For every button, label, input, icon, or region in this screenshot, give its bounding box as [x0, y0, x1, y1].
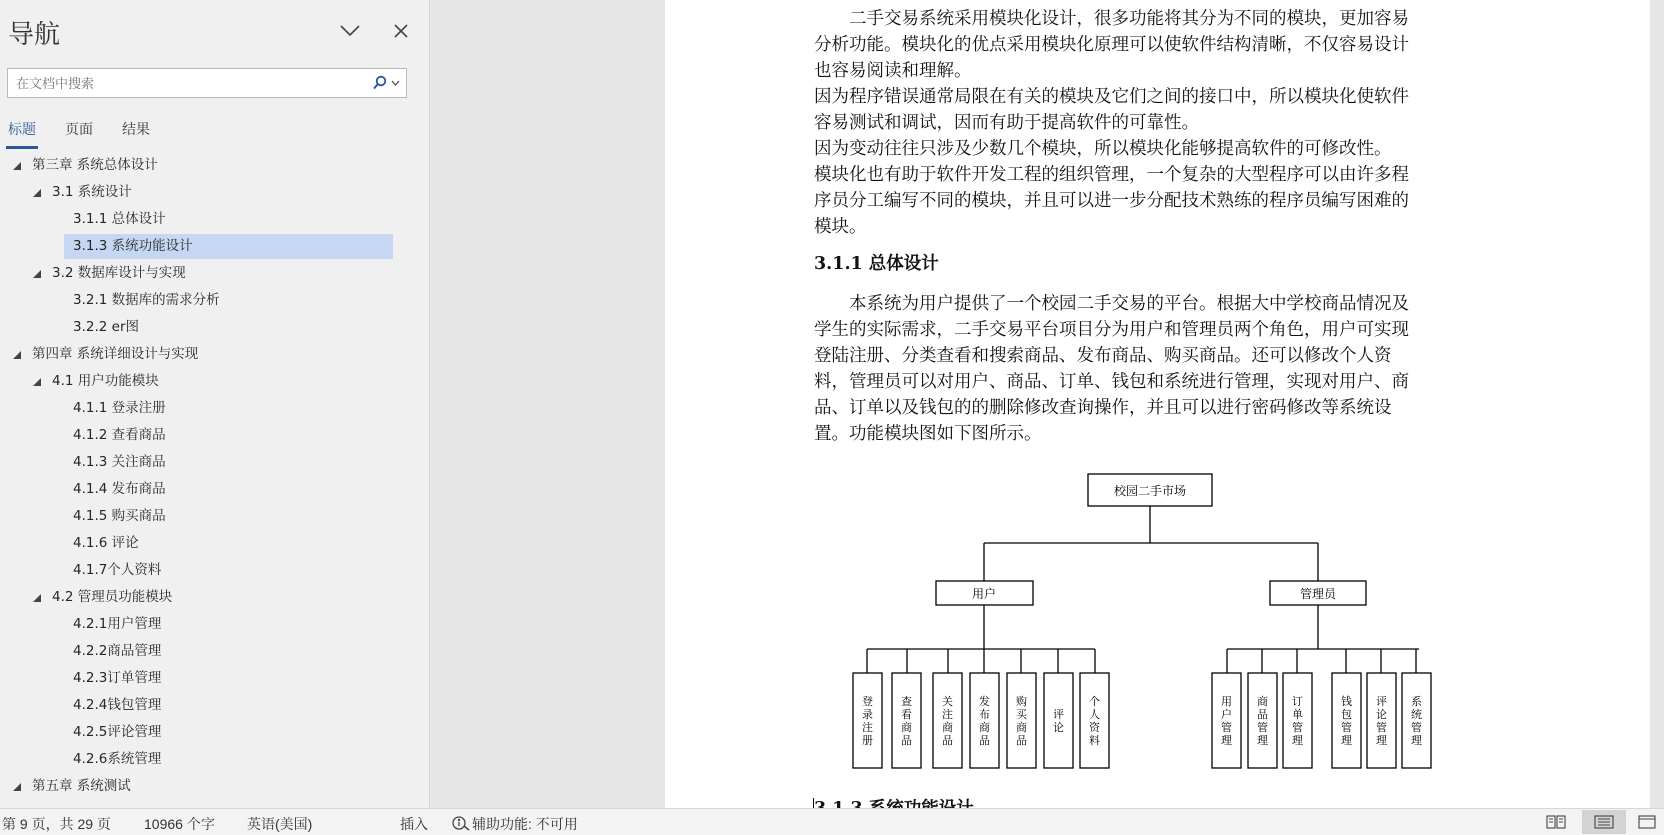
- nav-heading-label: 3.2.1 数据库的需求分析: [73, 292, 220, 308]
- diagram-module-label: 发布商品: [979, 695, 990, 747]
- print-layout-button[interactable]: [1582, 810, 1626, 834]
- nav-heading-label: 4.1.3 关注商品: [73, 454, 166, 470]
- document-page[interactable]: [665, 0, 1650, 808]
- diagram-module-label: 关注商品: [942, 695, 953, 747]
- nav-heading-label: 第五章 系统测试: [32, 778, 131, 794]
- paragraph-line: 模块化也有助于软件开发工程的组织管理，一个复杂的大型程序可以由许多程: [814, 165, 1409, 185]
- accessibility-status[interactable]: 辅助功能: 不可用: [472, 816, 578, 832]
- collapse-caret-icon[interactable]: [33, 270, 41, 278]
- tab-headings[interactable]: 标题: [8, 120, 36, 150]
- paragraph-line: 也容易阅读和理解。: [814, 61, 972, 81]
- status-bar: [0, 808, 1664, 835]
- diagram-module-label: 登录注册: [862, 695, 873, 747]
- web-layout-icon: [1638, 815, 1656, 829]
- paragraph-line: 料，管理员可以对用户、商品、订单、钱包和系统进行管理，实现对用户、商: [814, 372, 1409, 392]
- nav-heading-label: 4.2.6系统管理: [73, 751, 162, 767]
- collapse-caret-icon[interactable]: [33, 189, 41, 197]
- nav-heading-label: 4.1.5 购买商品: [73, 508, 166, 524]
- nav-heading-label: 4.2 管理员功能模块: [52, 589, 173, 605]
- diagram-module-label: 个人资料: [1089, 695, 1100, 747]
- nav-heading-label: 4.2.3订单管理: [73, 670, 162, 686]
- paragraph-line: 品、订单以及钱包的的删除修改查询操作，并且可以进行密码修改等系统设: [814, 398, 1392, 418]
- search-icon: [372, 75, 388, 91]
- nav-heading-label: 4.1 用户功能模块: [52, 373, 159, 389]
- page-count[interactable]: 第 9 页，共 29 页: [2, 816, 111, 832]
- nav-heading-label: 4.2.5评论管理: [73, 724, 162, 740]
- nav-heading-label: 4.1.2 查看商品: [73, 427, 166, 443]
- read-mode-button[interactable]: [1534, 810, 1578, 834]
- paragraph-line: 因为程序错误通常局限在有关的模块及它们之间的接口中，所以模块化使软件: [814, 87, 1409, 107]
- word-count[interactable]: 10966 个字: [144, 816, 215, 832]
- paragraph-line: 二手交易系统采用模块化设计，很多功能将其分为不同的模块，更加容易: [814, 9, 1409, 29]
- paragraph-line: 本系统为用户提供了一个校园二手交易的平台。根据大中学校商品情况及: [814, 294, 1409, 314]
- page-layout-icon: [1594, 815, 1614, 829]
- collapse-caret-icon[interactable]: [13, 351, 21, 359]
- diagram-module-label: 查看商品: [901, 695, 912, 747]
- nav-heading-label: 3.1 系统设计: [52, 184, 132, 200]
- diagram-root-label: 校园二手市场: [1113, 484, 1187, 498]
- collapse-caret-icon[interactable]: [13, 162, 21, 170]
- nav-heading-label: 4.1.7个人资料: [73, 562, 162, 578]
- tab-results[interactable]: 结果: [122, 122, 150, 138]
- heading-3-1-1: 3.1.1 总体设计: [814, 254, 939, 274]
- nav-heading-label: 4.2.1用户管理: [73, 616, 162, 632]
- chevron-down-icon: [391, 80, 400, 86]
- diagram-module-label: 用户管理: [1221, 695, 1232, 747]
- paragraph-line: 容易测试和调试，因而有助于提高软件的可靠性。: [814, 113, 1199, 133]
- insert-mode[interactable]: 插入: [400, 816, 428, 832]
- nav-options-button[interactable]: [335, 16, 365, 46]
- paragraph-line: 分析功能。模块化的优点采用模块化原理可以使软件结构清晰，不仅容易设计: [814, 35, 1409, 55]
- tab-pages[interactable]: 页面: [65, 122, 93, 138]
- nav-heading-label: 4.1.4 发布商品: [73, 481, 166, 497]
- paragraph-line: 模块。: [814, 217, 867, 237]
- collapse-caret-icon[interactable]: [13, 783, 21, 791]
- nav-heading-label: 第三章 系统总体设计: [32, 157, 158, 173]
- nav-title: 导航: [8, 20, 61, 50]
- chevron-down-icon: [340, 25, 360, 37]
- nav-heading-label: 3.2.2 er图: [73, 319, 139, 335]
- nav-heading-label: 3.2 数据库设计与实现: [52, 265, 186, 281]
- nav-heading-label: 4.2.2商品管理: [73, 643, 162, 659]
- nav-heading-label: 第四章 系统详细设计与实现: [32, 346, 199, 362]
- nav-tabs: [8, 120, 179, 154]
- paragraph-line: 序员分工编写不同的模块，并且可以进一步分配技术熟练的程序员编写困难的: [814, 191, 1409, 211]
- navigation-pane: [0, 0, 430, 808]
- paragraph-line: 因为变动往往只涉及少数几个模块，所以模块化能够提高软件的可修改性。: [814, 139, 1392, 159]
- nav-heading-label: 3.1.1 总体设计: [73, 211, 166, 227]
- nav-heading-label: 4.2.4钱包管理: [73, 697, 162, 713]
- accessibility-icon: [452, 815, 470, 831]
- close-icon: [393, 23, 409, 39]
- paragraph-line: 登陆注册、分类查看和搜索商品、发布商品、购买商品。还可以修改个人资: [814, 346, 1392, 366]
- collapse-caret-icon[interactable]: [33, 378, 41, 386]
- nav-heading-label: 4.1.1 登录注册: [73, 400, 166, 416]
- diagram-module-label: 系统管理: [1411, 695, 1422, 747]
- diagram-module-label: 订单管理: [1292, 695, 1303, 747]
- nav-heading-label: 4.1.6 评论: [73, 535, 139, 551]
- collapse-caret-icon[interactable]: [33, 594, 41, 602]
- diagram-module-label: 评论: [1053, 708, 1064, 734]
- web-layout-button[interactable]: [1630, 810, 1664, 834]
- nav-close-button[interactable]: [386, 16, 416, 46]
- search-button[interactable]: [368, 73, 404, 93]
- nav-heading-label: 3.1.3 系统功能设计: [73, 238, 193, 254]
- search-box: [7, 68, 407, 98]
- diagram-module-label: 钱包管理: [1341, 695, 1352, 747]
- diagram-module-label: 商品管理: [1257, 695, 1268, 747]
- diagram-module-label: 购买商品: [1016, 695, 1027, 747]
- search-input[interactable]: [14, 72, 368, 96]
- diagram-admin-label: 管理员: [1299, 587, 1337, 601]
- language-indicator[interactable]: 英语(美国): [247, 816, 313, 832]
- nav-heading-item[interactable]: [64, 234, 393, 259]
- diagram-user-label: 用户: [971, 587, 997, 601]
- paragraph-line: 置。功能模块图如下图所示。: [814, 424, 1042, 444]
- diagram-module-label: 评论管理: [1376, 695, 1387, 747]
- paragraph-line: 学生的实际需求，二手交易平台项目分为用户和管理员两个角色，用户可实现: [814, 320, 1409, 340]
- book-icon: [1546, 815, 1566, 829]
